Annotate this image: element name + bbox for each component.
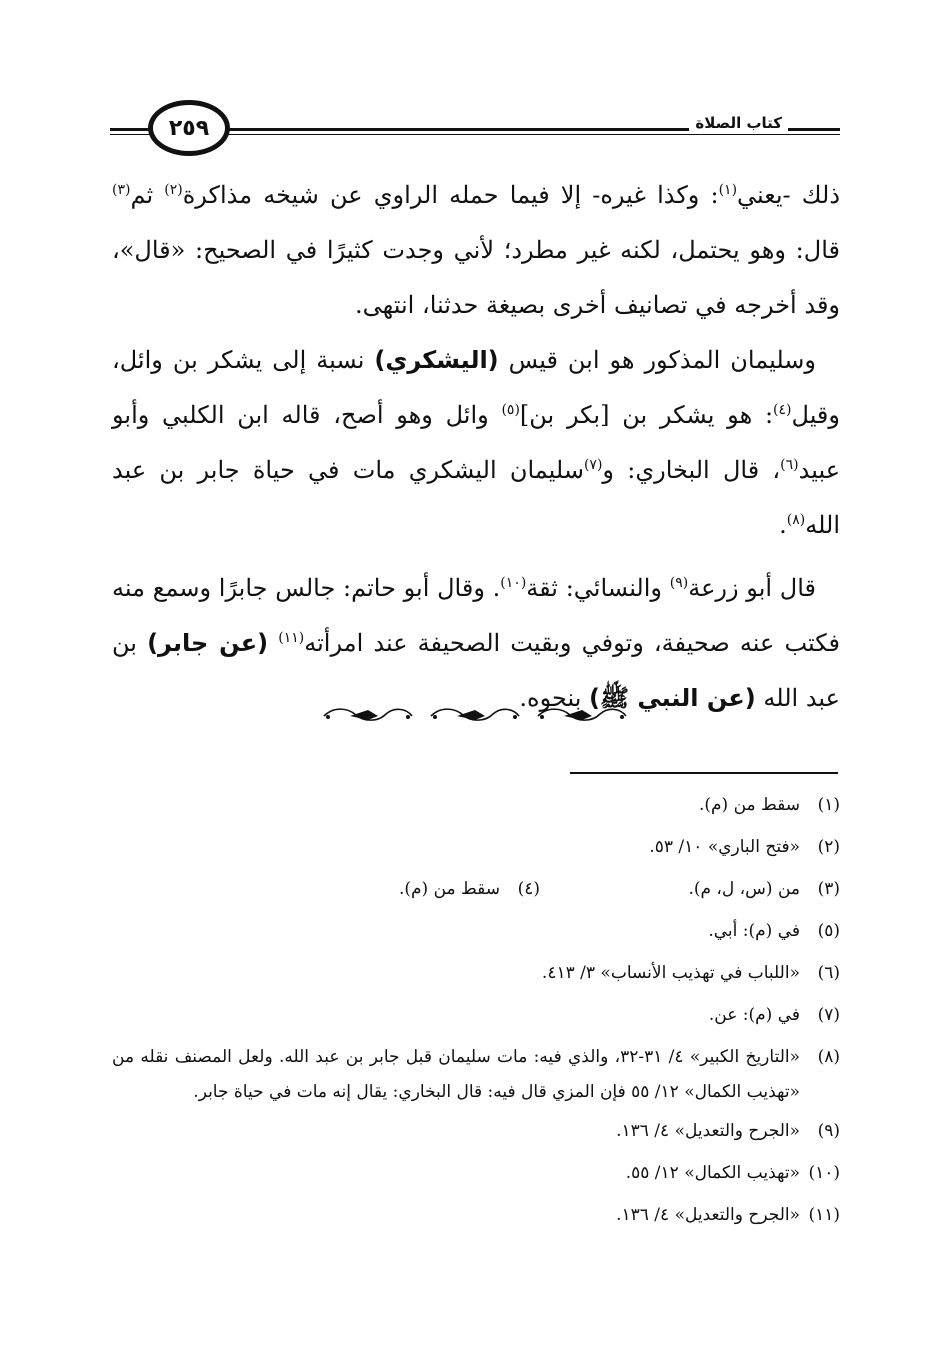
paragraph-2 (112, 333, 840, 553)
page-header (110, 100, 840, 160)
footnote-ref[interactable]: (٢) (164, 182, 183, 198)
footnote-item (112, 826, 840, 868)
bold-term: (عن جابر) (147, 629, 269, 657)
text-run: وسليمان المذكور هو ابن قيس (498, 346, 816, 374)
bold-term: (عن النبي ﷺ) (589, 684, 756, 712)
section-ornament (320, 702, 630, 728)
footnote-number: (١) (817, 795, 840, 815)
footnote-item (112, 952, 840, 994)
footnote-ref[interactable]: (٩) (669, 575, 689, 591)
footnote-ref[interactable]: (١٠) (500, 575, 527, 591)
running-title: كتاب الصلاة (689, 114, 788, 132)
footnote-ref[interactable]: (٤) (773, 402, 792, 418)
footnote-ref[interactable]: (٦) (780, 457, 799, 473)
footnote-item-pair (112, 868, 840, 910)
footnote-item (112, 1110, 840, 1152)
footnote-number: (٨) (817, 1047, 840, 1067)
text-run: سليمان اليشكري مات في حياة جابر بن عبد الله (112, 456, 840, 539)
footnote-ref[interactable]: (٣) (112, 182, 131, 198)
footnote-number: (٩) (817, 1121, 840, 1141)
footnote-ref[interactable]: (١١) (278, 630, 305, 646)
text-run: وائل وهو أصح، قاله ابن الكلبي وأبو عبيد (112, 401, 841, 484)
footnote-text: «فتح الباري» ١٠/ ٥٣. (649, 837, 800, 857)
ornament-icon (320, 704, 416, 726)
text-run: ثم (130, 181, 165, 209)
footnote-item (112, 784, 840, 826)
footnote-item (112, 994, 840, 1036)
footnote-number: (٦) (817, 963, 840, 983)
page-number: ٢٥٩ (168, 115, 210, 141)
footnote-text: في (م): أبي. (708, 921, 800, 941)
text-run: بن عبد الله (112, 629, 840, 712)
text-run (268, 629, 278, 657)
footnote-number: (١١) (808, 1205, 840, 1225)
header-rule-thin (220, 134, 840, 135)
footnote-number: (٧) (817, 1005, 840, 1025)
footnote-number: (١٠) (808, 1163, 840, 1183)
footnote-text: «التاريخ الكبير» ٤/ ٣١-٣٢، والذي فيه: مات سليمان قبل جابر بن عبد الله. ولعل المصنف نقله من «تهذيب الكمال» ١٢/ ٥٥ فإن المزي قال فيه: قال البخاري: يقال إنه مات في حياة جابر. (112, 1047, 800, 1102)
footnote-text: «الجرح والتعديل» ٤/ ١٣٦. (616, 1121, 800, 1141)
text-run: . وقال أبو حاتم: جالس جابرًا وسمع منه فكتب عنه صحيفة، وتوفي وبقيت الصحيفة عند امرأته (112, 574, 841, 657)
footnote-text: «تهذيب الكمال» ١٢/ ٥٥. (625, 1163, 800, 1183)
footnote-number: (٣) (817, 879, 840, 899)
text-run: والنسائي: ثقة (526, 574, 670, 602)
main-text (112, 168, 840, 726)
footnote-item (112, 1036, 840, 1110)
text-run: ذلك -يعني (737, 181, 841, 209)
footnote-number: (٥) (817, 921, 840, 941)
page-number-oval (148, 100, 230, 156)
footnotes (112, 784, 840, 1236)
text-run: . (779, 511, 787, 539)
footnote-number: (٤) (517, 879, 540, 899)
footnote-number: (٢) (817, 837, 840, 857)
footnote-item (112, 1152, 840, 1194)
text-run: : هو يشكر بن [بكر بن] (519, 401, 774, 429)
text-run: نسبة إلى يشكر بن وائل، وقيل (112, 346, 840, 429)
footnote-ref[interactable]: (٨) (786, 512, 806, 528)
footnote-text: في (م): عن. (708, 1005, 800, 1025)
ornament-icon (427, 704, 523, 726)
footnote-text: من (س، ل، م). (688, 879, 800, 899)
text-run: بنحوه. (519, 684, 590, 712)
footnote-item (112, 1194, 840, 1236)
paragraph-1 (112, 168, 840, 333)
footnote-ref[interactable]: (٥) (501, 402, 520, 418)
footnote-item (112, 910, 840, 952)
text-run: ، قال البخاري: و (602, 456, 781, 484)
text-run: قال: وهو يحتمل، لكنه غير مطرد؛ لأني وجدت كثيرًا في الصحيح: «قال»، وقد أخرجه في تصانيف أخرى بصيغة حدثنا، انتهى. (112, 236, 840, 319)
text-run: : وكذا غيره- إلا فيما حمله الراوي عن شيخه مذاكرة (182, 181, 719, 209)
header-rule-left (110, 128, 150, 131)
footnote-text: سقط من (م). (698, 795, 800, 815)
bold-term: (اليشكري) (374, 346, 499, 374)
footnote-divider (570, 772, 838, 774)
footnote-ref[interactable]: (١) (718, 182, 738, 198)
footnote-ref[interactable]: (٧) (583, 457, 603, 473)
text-run: قال أبو زرعة (688, 574, 816, 602)
footnote-text: «الجرح والتعديل» ٤/ ١٣٦. (616, 1205, 800, 1225)
footnote-text: «اللباب في تهذيب الأنساب» ٣/ ٤١٣. (541, 963, 800, 983)
footnote-text: سقط من (م). (398, 879, 500, 899)
header-rule-left-thin (110, 134, 150, 135)
ornament-icon (534, 704, 630, 726)
